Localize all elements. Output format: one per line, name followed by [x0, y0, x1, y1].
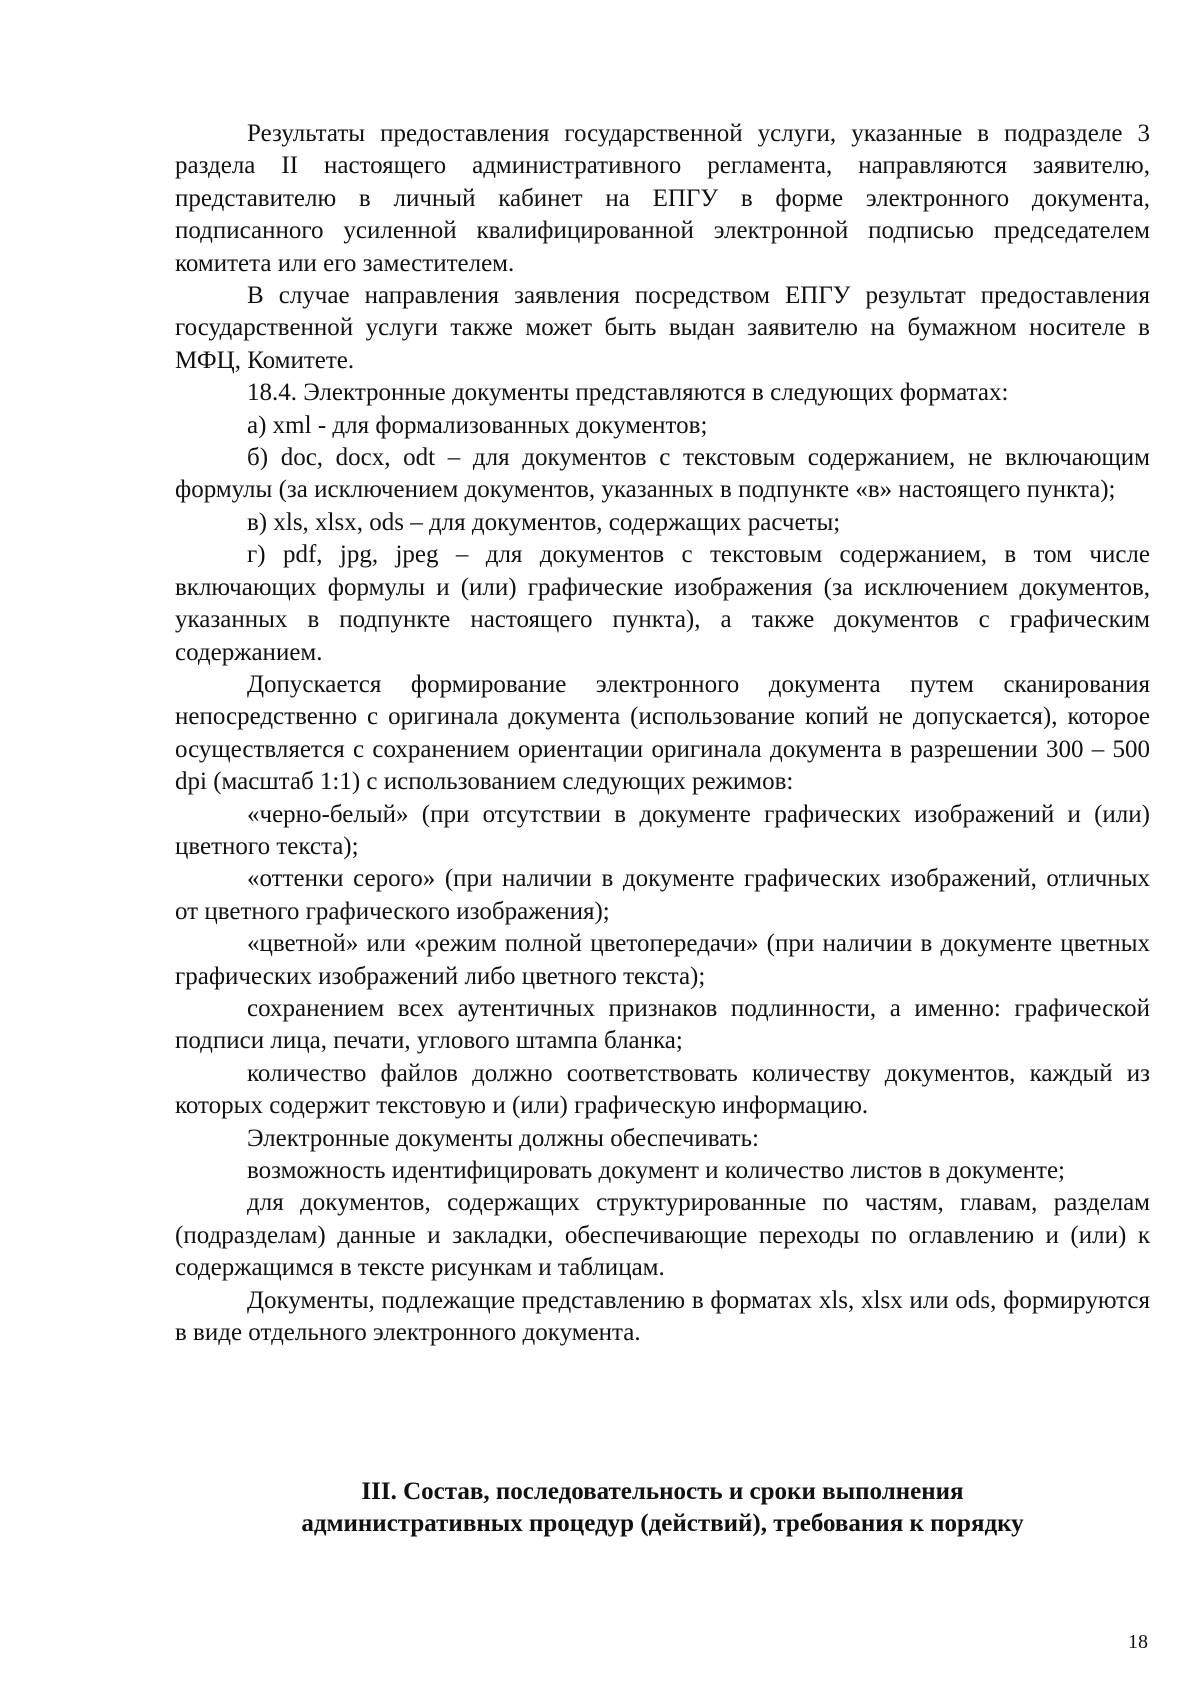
paragraph-requirements-intro: Электронные документы должны обеспечивать:	[247, 1124, 759, 1152]
paragraph-scanning: Допускается формирование электронного документа путем сканирования непосредственно с оригинала документа (использование копий не допускается), которое осуществляется с сохранением ориентации оригинала документа в разрешении 300 – 500 dpi (масштаб 1:1) с использованием следующих режимов:	[175, 670, 1150, 796]
page-number: 18	[1128, 1631, 1148, 1653]
paragraph-structure: для документов, содержащих структурированные по частям, главам, разделам (подразделам) данные и закладки, обеспечивающие переходы по оглавлению и (или) к содержащимся в тексте рисункам и таблицам.	[175, 1189, 1150, 1282]
paragraph-results-delivery: Результаты предоставления государственной услуги, указанные в подразделе 3 раздела II настоящего административного регламента, направляются заявителю, представителю в личный кабинет на ЕПГУ в форме электронного документа, подписанного усиленной квалифицированной электронной подписью председателем комитета или его заместителем.	[175, 120, 1150, 277]
paragraph-formats-intro: 18.4. Электронные документы представляются в следующих форматах:	[247, 379, 1009, 407]
paragraph-mode-bw: «черно-белый» (при отсутствии в документе графических изображений и (или) цветного текста);	[175, 800, 1150, 860]
paragraph-format-pdf: г) pdf, jpg, jpeg – для документов с текстовым содержанием, в том числе включающих формулы и (или) графические изображения (за исключением документов, указанных в подпункте настоящего пункта), а также документов с графическим содержанием.	[175, 541, 1150, 666]
paragraph-format-xml: а) xml - для формализованных документов;	[247, 411, 708, 439]
body-text	[175, 118, 1150, 1349]
paragraph-format-xls: в) xls, xlsx, ods – для документов, содержащих расчеты;	[247, 508, 841, 536]
section-heading	[175, 1476, 1150, 1541]
paragraph-format-doc: б) doc, docx, odt – для документов с текстовым содержанием, не включающим формулы (за исключением документов, указанных в подпункте «в» настоящего пункта);	[175, 444, 1150, 504]
paragraph-paper-result: В случае направления заявления посредством ЕПГУ результат предоставления государственной услуги также может быть выдан заявителю на бумажном носителе в МФЦ, Комитете.	[175, 282, 1150, 374]
paragraph-identify: возможность идентифицировать документ и количество листов в документе;	[247, 1157, 1065, 1184]
paragraph-file-count: количество файлов должно соответствовать количеству документов, каждый из которых содержит текстовую и (или) графическую информацию.	[175, 1059, 1150, 1120]
paragraph-mode-color: «цветной» или «режим полной цветопередачи» (при наличии в документе цветных графических изображений либо цветного текста);	[175, 930, 1150, 990]
section-heading-line-1: III. Состав, последовательность и сроки выполнения	[361, 1478, 964, 1505]
paragraph-spreadsheets: Документы, подлежащие представлению в форматах xls, xlsx или ods, формируются в виде отдельного электронного документа.	[175, 1286, 1150, 1347]
section-heading-line-2: административных процедур (действий), требования к порядку	[301, 1510, 1024, 1538]
paragraph-authenticity: сохранением всех аутентичных признаков подлинности, а именно: графической подписи лица, печати, углового штампа бланка;	[175, 994, 1150, 1055]
paragraph-mode-grayscale: «оттенки серого» (при наличии в документе графических изображений, отличных от цветного графического изображения);	[175, 865, 1150, 925]
